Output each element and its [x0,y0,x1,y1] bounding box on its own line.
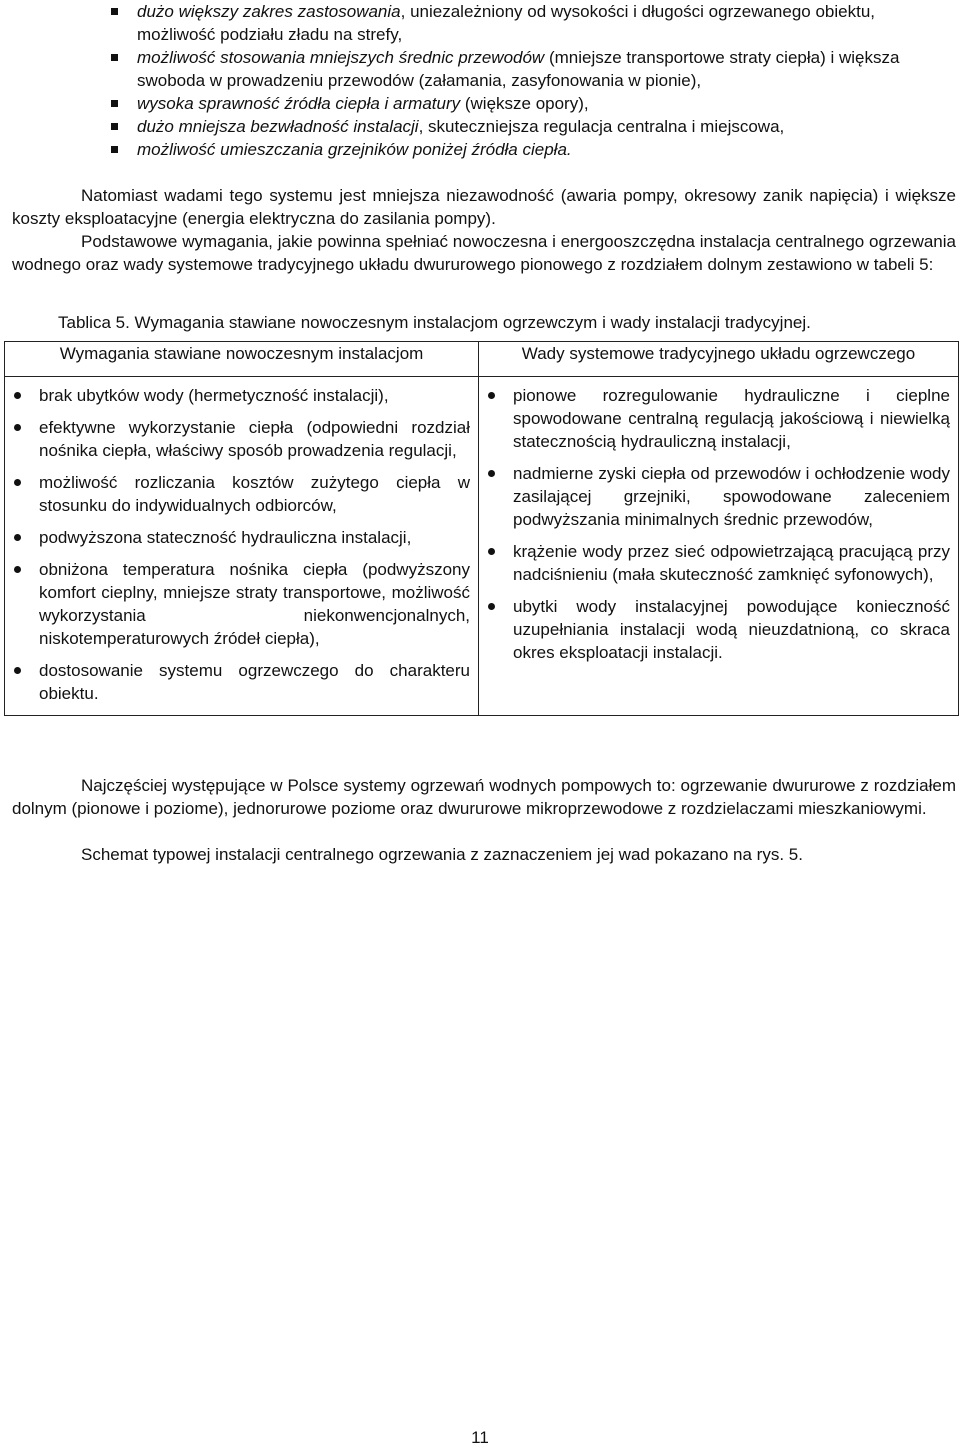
list-item: wysoka sprawność źródła ciepła i armatury (większe opory), [0,92,960,115]
table-header-defects: Wady systemowe tradycyjnego układu ogrzewczego [479,342,959,377]
round-bullet-icon [14,667,21,674]
round-bullet-icon [14,566,21,573]
list-item: obniżona temperatura nośnika ciepła (podwyższony komfort cieplny, mniejsze straty transportowe, możliwość wykorzystania niekonwencjonalnych, niskotemperaturowych źródeł ciepła), [5,558,470,650]
list-item: dużo większy zakres zastosowania, uniezależniony od wysokości i długości ogrzewanego obiektu, możliwość podziału zładu na strefy, [0,0,960,46]
square-bullet-icon [111,8,118,15]
paragraph-disadvantages: Natomiast wadami tego systemu jest mniejsza niezawodność (awaria pompy, okresowy zanik napięcia) i większe koszty eksploatacyjne (energia elektryczna do zasilania pompy). [12,186,956,228]
round-bullet-icon [14,424,21,431]
list-item: możliwość rozliczania kosztów zużytego ciepła w stosunku do indywidualnych odbiorców, [5,471,470,517]
defects-list [479,384,950,664]
list-item: podwyższona stateczność hydrauliczna instalacji, [5,526,470,549]
square-bullet-icon [111,146,118,153]
round-bullet-icon [488,470,495,477]
table-header-requirements: Wymagania stawiane nowoczesnym instalacjom [5,342,479,377]
list-item: możliwość umieszczania grzejników poniżej źródła ciepła. [0,138,960,161]
square-bullet-icon [111,123,118,130]
list-item: możliwość stosowania mniejszych średnic przewodów (mniejsze transportowe straty ciepła) i większa swoboda w prowadzeniu przewodów (załamania, zasyfonowania w pionie), [0,46,960,92]
list-item: krążenie wody przez sieć odpowietrzającą pracującą przy nadciśnieniu (mała skuteczność zamknięć syfonowych), [479,540,950,586]
paragraph-pump-systems: Najczęściej występujące w Polsce systemy ogrzewań wodnych pompowych to: ogrzewanie dwururowe z rozdziałem dolnym (pionowe i poziome), jednorurowe poziome oraz dwururowe mikroprzewodowe z rozdzielaczami mieszkaniowymi. [12,776,956,818]
list-item: dużo mniejsza bezwładność instalacji, skuteczniejsza regulacja centralna i miejscowa, [0,115,960,138]
round-bullet-icon [488,548,495,555]
requirements-cell [5,377,479,716]
list-item: efektywne wykorzystanie ciepła (odpowiedni rozdział nośnika ciepła, właściwy sposób prowadzenia regulacji, [5,416,470,462]
round-bullet-icon [14,392,21,399]
list-item: brak ubytków wody (hermetyczność instalacji), [5,384,470,407]
paragraph-scheme: Schemat typowej instalacji centralnego ogrzewania z zaznaczeniem jej wad pokazano na rys. 5. [81,845,803,864]
list-item: ubytki wody instalacyjnej powodujące konieczność uzupełniania instalacji wodą nieuzdatnioną, co skraca okres eksploatacji instalacji. [479,595,950,664]
round-bullet-icon [14,479,21,486]
page-number: 11 [471,1428,489,1447]
square-bullet-icon [111,100,118,107]
requirements-list [5,384,470,705]
table-caption: Tablica 5. Wymagania stawiane nowoczesnym instalacjom ogrzewczym i wady instalacji tradycyjnej. [58,313,811,332]
paragraph-requirements: Podstawowe wymagania, jakie powinna spełniać nowoczesna i energooszczędna instalacja centralnego ogrzewania wodnego oraz wady systemowe tradycyjnego układu dwururowego pionowego z rozdziałem dolnym zestawiono w tabeli 5: [12,232,956,274]
intro-bullet-list [0,0,960,161]
round-bullet-icon [488,603,495,610]
requirements-table [4,341,959,716]
list-item: nadmierne zyski ciepła od przewodów i ochłodzenie wody zasilającej grzejniki, spowodowane zaleceniem podwyższania minimalnych średnic przewodów, [479,462,950,531]
round-bullet-icon [14,534,21,541]
list-item: dostosowanie systemu ogrzewczego do charakteru obiektu. [5,659,470,705]
defects-cell [479,377,959,716]
list-item: pionowe rozregulowanie hydrauliczne i cieplne spowodowane centralną regulacją jakościową i niewielką statecznością hydrauliczną instalacji, [479,384,950,453]
round-bullet-icon [488,392,495,399]
square-bullet-icon [111,54,118,61]
